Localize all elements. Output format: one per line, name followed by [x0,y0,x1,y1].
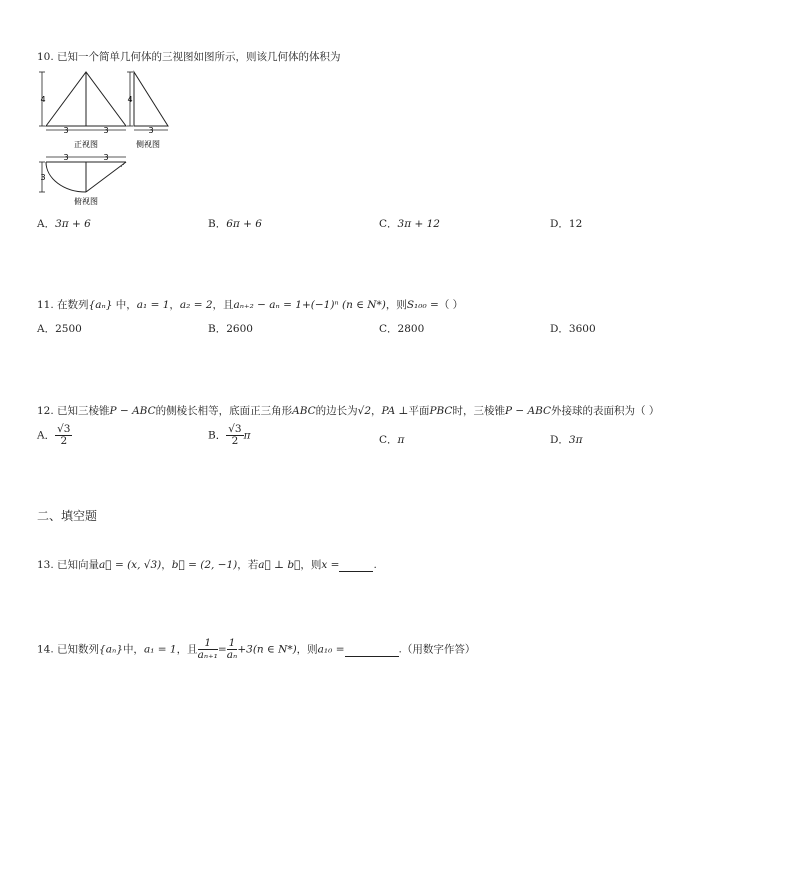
q12-text: 的边长为 [315,405,358,417]
q12-stem [37,403,659,418]
option-fraction [55,424,72,447]
q14-answer-blank[interactable] [345,644,399,657]
q14-text: 14. 已知数列 [37,643,100,656]
fraction-denominator: aₙ [226,649,238,662]
fraction-denominator: 2 [60,435,68,448]
top-depth-label: 3 [40,173,46,182]
option-letter: A． [37,429,56,442]
q12-option-b[interactable] [208,424,251,447]
q13-vector-a: a⃗ = (x, √3) [99,559,162,571]
q13-end: . [373,559,377,571]
option-tail: π [243,429,251,442]
q11-answer-paren: （ ） [438,299,464,311]
side-view-label: 侧视图 [136,140,160,149]
q12-sqrt2: √2 [357,405,372,417]
front-view [39,72,126,130]
fraction-numerator: 1 [228,637,236,649]
q11-text: 中， [112,299,137,311]
q11-recurrence: aₙ₊₂ − aₙ = 1+(−1)ⁿ (n ∈ N*) [233,299,386,311]
side-height-label: 4 [127,95,133,104]
q13-text: ，若 [237,559,259,571]
q12-pabc: P − ABC [504,405,552,417]
q11-a2: a₂ = 2 [179,299,213,311]
option-letter: D． [550,434,569,446]
q12-text: 的侧棱长相等，底面正三角形 [155,405,293,417]
option-text: 2600 [226,323,253,335]
q14-fraction-left [198,638,218,661]
fraction-numerator: √3 [228,423,242,435]
option-text: 3600 [568,323,596,335]
option-letter: C． [379,218,398,230]
q13-answer-blank[interactable] [339,559,373,572]
q14-a1: a₁ = 1 [143,643,177,656]
option-text: 6π + 6 [226,218,262,230]
option-text: π [397,434,405,446]
top-view [39,157,126,192]
front-left-width-label: 3 [63,126,69,135]
q14-end: .（用数字作答） [398,643,476,656]
q11-s100: S₁₀₀ = [406,299,439,311]
front-right-width-label: 3 [103,126,109,135]
option-text: 2500 [55,323,82,335]
q11-text: ，且 [212,299,234,311]
side-view [127,72,168,130]
option-letter: B． [208,218,227,230]
q12-text: ， [371,405,382,417]
option-text: 3π + 12 [397,218,440,230]
q10-option-c[interactable] [379,216,440,231]
q11-a1: a₁ = 1 [136,299,170,311]
q12-pabc: P − ABC [109,405,156,417]
three-view-diagram [34,66,194,216]
fraction-denominator: 2 [231,435,239,448]
q14-tail: +3(n ∈ N*) [237,643,297,656]
q11-prefix: 11. 在数列 [37,299,89,311]
q14-fraction-right [227,638,238,661]
fraction-denominator: aₙ₊₁ [197,649,218,662]
q12-option-d[interactable] [550,432,583,447]
q11-option-d[interactable] [550,321,596,336]
option-letter: A． [37,323,56,335]
front-height-label: 4 [40,95,46,104]
q13-sep: ， [161,559,172,571]
q12-option-c[interactable] [379,432,404,447]
q13-condition: a⃗ ⊥ b⃗ [258,559,301,571]
q14-text: ，则 [296,643,318,656]
q11-sep: ， [169,299,180,311]
q14-sequence: {aₙ} [99,643,123,656]
q12-text: 12. 已知三棱锥 [37,405,110,417]
q11-stem [37,297,463,312]
option-letter: B． [208,323,227,335]
q12-option-a[interactable] [37,424,72,447]
q12-text: 平面 [408,405,430,417]
option-text: 3π + 6 [55,218,91,230]
q13-x: x = [321,559,340,571]
q10-option-b[interactable] [208,216,262,231]
q11-option-b[interactable] [208,321,253,336]
q14-stem [37,638,475,661]
option-letter: D． [550,323,569,335]
fraction-numerator: √3 [57,423,71,435]
q10-option-a[interactable] [37,216,91,231]
q10-stem: 10. 已知一个简单几何体的三视图如图所示，则该几何体的体积为 [37,51,341,63]
q13-vector-b: b⃗ = (2, −1) [171,559,238,571]
q14-equals: = [217,643,227,656]
q13-stem [37,557,377,572]
q12-abc: ABC [292,405,316,417]
top-right-width-label: 3 [103,153,109,162]
q12-text: 外接球的表面积为（ ） [551,405,660,417]
section-heading: 二、填空题 [37,509,98,523]
option-text: 12 [568,218,583,230]
q13-text: ，则 [300,559,322,571]
option-letter: B． [208,429,227,442]
q12-perp: PA ⊥ [381,405,409,417]
option-letter: C． [379,323,398,335]
q14-text: ，且 [176,643,198,656]
side-width-label: 3 [148,126,154,135]
q10-option-d[interactable] [550,216,582,231]
q12-text: 时，三棱锥 [452,405,505,417]
q14-text: 中， [122,643,144,656]
q11-sequence: {aₙ} [88,299,113,311]
q11-option-a[interactable] [37,321,82,336]
q13-text: 13. 已知向量 [37,559,100,571]
fraction-numerator: 1 [198,638,218,650]
option-text: 2800 [397,323,425,335]
q12-pbc: PBC [429,405,453,417]
option-letter: C． [379,434,398,446]
option-text: 3π [568,434,583,446]
option-fraction [226,424,243,447]
option-letter: D． [550,218,569,230]
q14-a10: a₁₀ = [317,643,345,656]
option-letter: A． [37,218,56,230]
q11-text: ，则 [385,299,407,311]
front-view-label: 正视图 [74,140,98,149]
q11-option-c[interactable] [379,321,424,336]
top-view-label: 俯视图 [74,197,98,206]
top-left-width-label: 3 [63,153,69,162]
